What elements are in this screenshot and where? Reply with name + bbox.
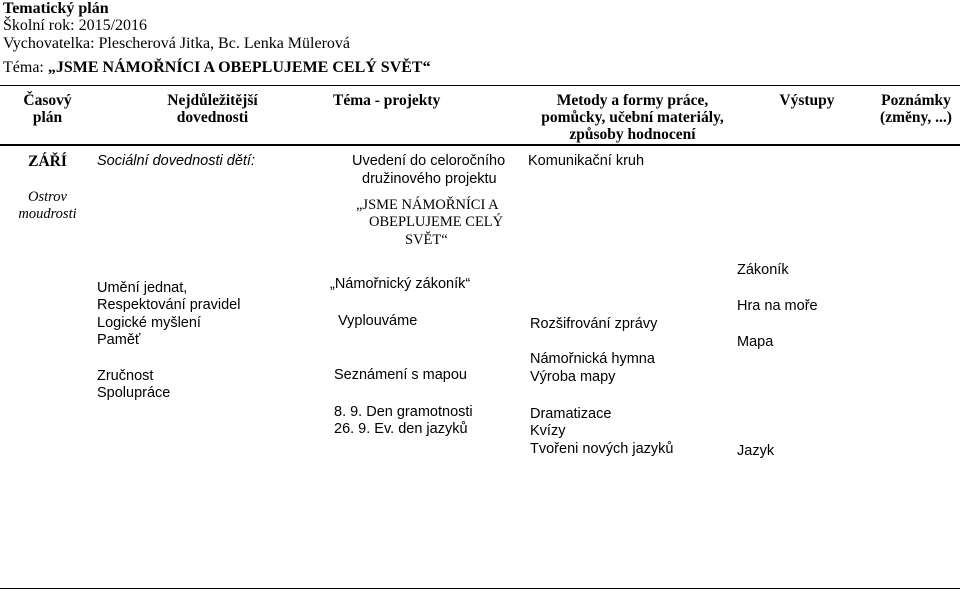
skill-item: Logické myšlení — [97, 315, 201, 331]
column-header-methods-line-1: Metody a formy práce, — [556, 92, 709, 109]
theme-line — [3, 59, 431, 77]
theme-prefix: Téma: — [3, 59, 48, 76]
project-item: 26. 9. Ev. den jazyků — [334, 421, 468, 437]
column-header-outputs: Výstupy — [779, 92, 835, 109]
method-item: Dramatizace — [530, 406, 612, 422]
teacher-names: Vychovatelka: Plescherová Jitka, Bc. Lenka Mülerová — [3, 35, 350, 52]
column-header-notes-line-2: (změny, ...) — [880, 109, 952, 126]
column-header-projects: Téma - projekty — [333, 92, 441, 109]
column-header-time — [0, 92, 95, 126]
skill-item: Respektování pravidel — [97, 297, 241, 313]
project-name-line-1: „JSME NÁMOŘNÍCI A — [356, 197, 499, 213]
month-subtitle — [0, 189, 95, 223]
method-item: Výroba mapy — [530, 369, 616, 385]
column-header-methods-line-2: pomůcky, učební materiály, — [541, 109, 724, 126]
project-item: Vyplouváme — [338, 313, 418, 329]
output-item: Zákoník — [737, 262, 789, 278]
skill-item: Spolupráce — [97, 385, 171, 401]
project-item: 8. 9. Den gramotnosti — [334, 404, 473, 420]
project-name-line-2: OBEPLUJEME CELÝ — [369, 214, 504, 230]
project-item: Seznámení s mapou — [334, 367, 467, 383]
column-header-notes — [872, 92, 960, 126]
project-name-line-3: SVĚT“ — [405, 232, 448, 248]
output-item: Jazyk — [737, 443, 775, 459]
method-communication-circle: Komunikační kruh — [528, 153, 645, 169]
column-header-time-line-2: plán — [32, 109, 63, 126]
column-header-time-line-1: Časový — [23, 92, 72, 109]
method-item: Námořnická hymna — [530, 351, 655, 367]
document-title: Tematický plán — [3, 0, 109, 17]
table-bottom-rule — [0, 588, 960, 589]
skill-item: Zručnost — [97, 368, 154, 384]
column-header-notes-line-1: Poznámky — [881, 92, 951, 109]
column-header-skills-line-1: Nejdůležitější — [167, 92, 258, 109]
header-bottom-rule — [0, 144, 960, 146]
column-header-skills — [140, 92, 285, 126]
skill-item: Paměť — [97, 332, 141, 348]
output-item: Hra na moře — [737, 298, 818, 314]
method-item: Rozšifrování zprávy — [530, 316, 658, 332]
skills-heading: Sociální dovednosti dětí: — [97, 153, 255, 169]
output-item: Mapa — [737, 334, 774, 350]
school-year: Školní rok: 2015/2016 — [3, 17, 148, 34]
table-top-rule — [0, 85, 960, 86]
column-header-methods — [520, 92, 745, 143]
month-label: ZÁŘÍ — [28, 153, 67, 170]
column-header-skills-line-2: dovednosti — [176, 109, 249, 126]
project-intro-line-2: družinového projektu — [362, 171, 497, 187]
project-item: „Námořnický zákoník“ — [330, 276, 471, 292]
theme-name: „JSME NÁMOŘNÍCI A OBEPLUJEME CELÝ SVĚT“ — [47, 59, 431, 76]
month-subtitle-line-1: Ostrov — [28, 189, 67, 205]
method-item: Kvízy — [530, 423, 566, 439]
project-intro-line-1: Uvedení do celoročního — [352, 153, 506, 169]
month-subtitle-line-2: moudrosti — [18, 206, 77, 222]
column-header-methods-line-3: způsoby hodnocení — [569, 126, 696, 143]
method-item: Tvořeni nových jazyků — [530, 441, 674, 457]
skill-item: Umění jednat, — [97, 280, 188, 296]
